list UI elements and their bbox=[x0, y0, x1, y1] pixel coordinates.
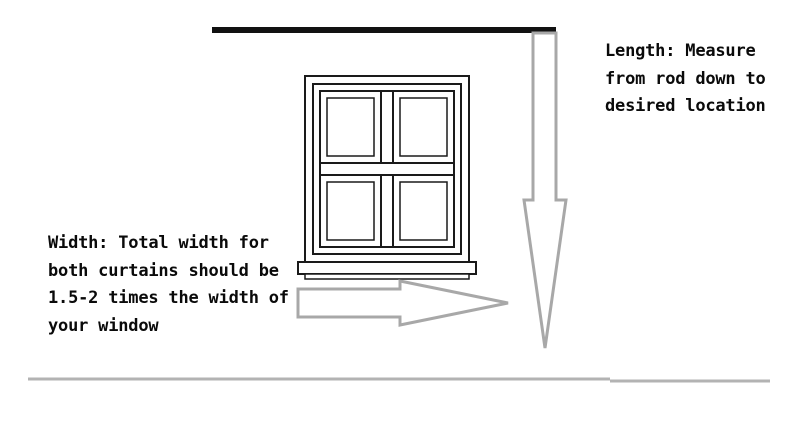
width-arrow bbox=[298, 281, 508, 325]
floor-line bbox=[28, 379, 770, 381]
length-arrow bbox=[524, 33, 566, 348]
length-annotation: Length: Measure from rod down to desired location bbox=[605, 41, 766, 117]
window-frame bbox=[298, 76, 476, 279]
width-annotation: Width: Total width for both curtains should be 1.5-2 times the width of your window bbox=[48, 233, 289, 336]
